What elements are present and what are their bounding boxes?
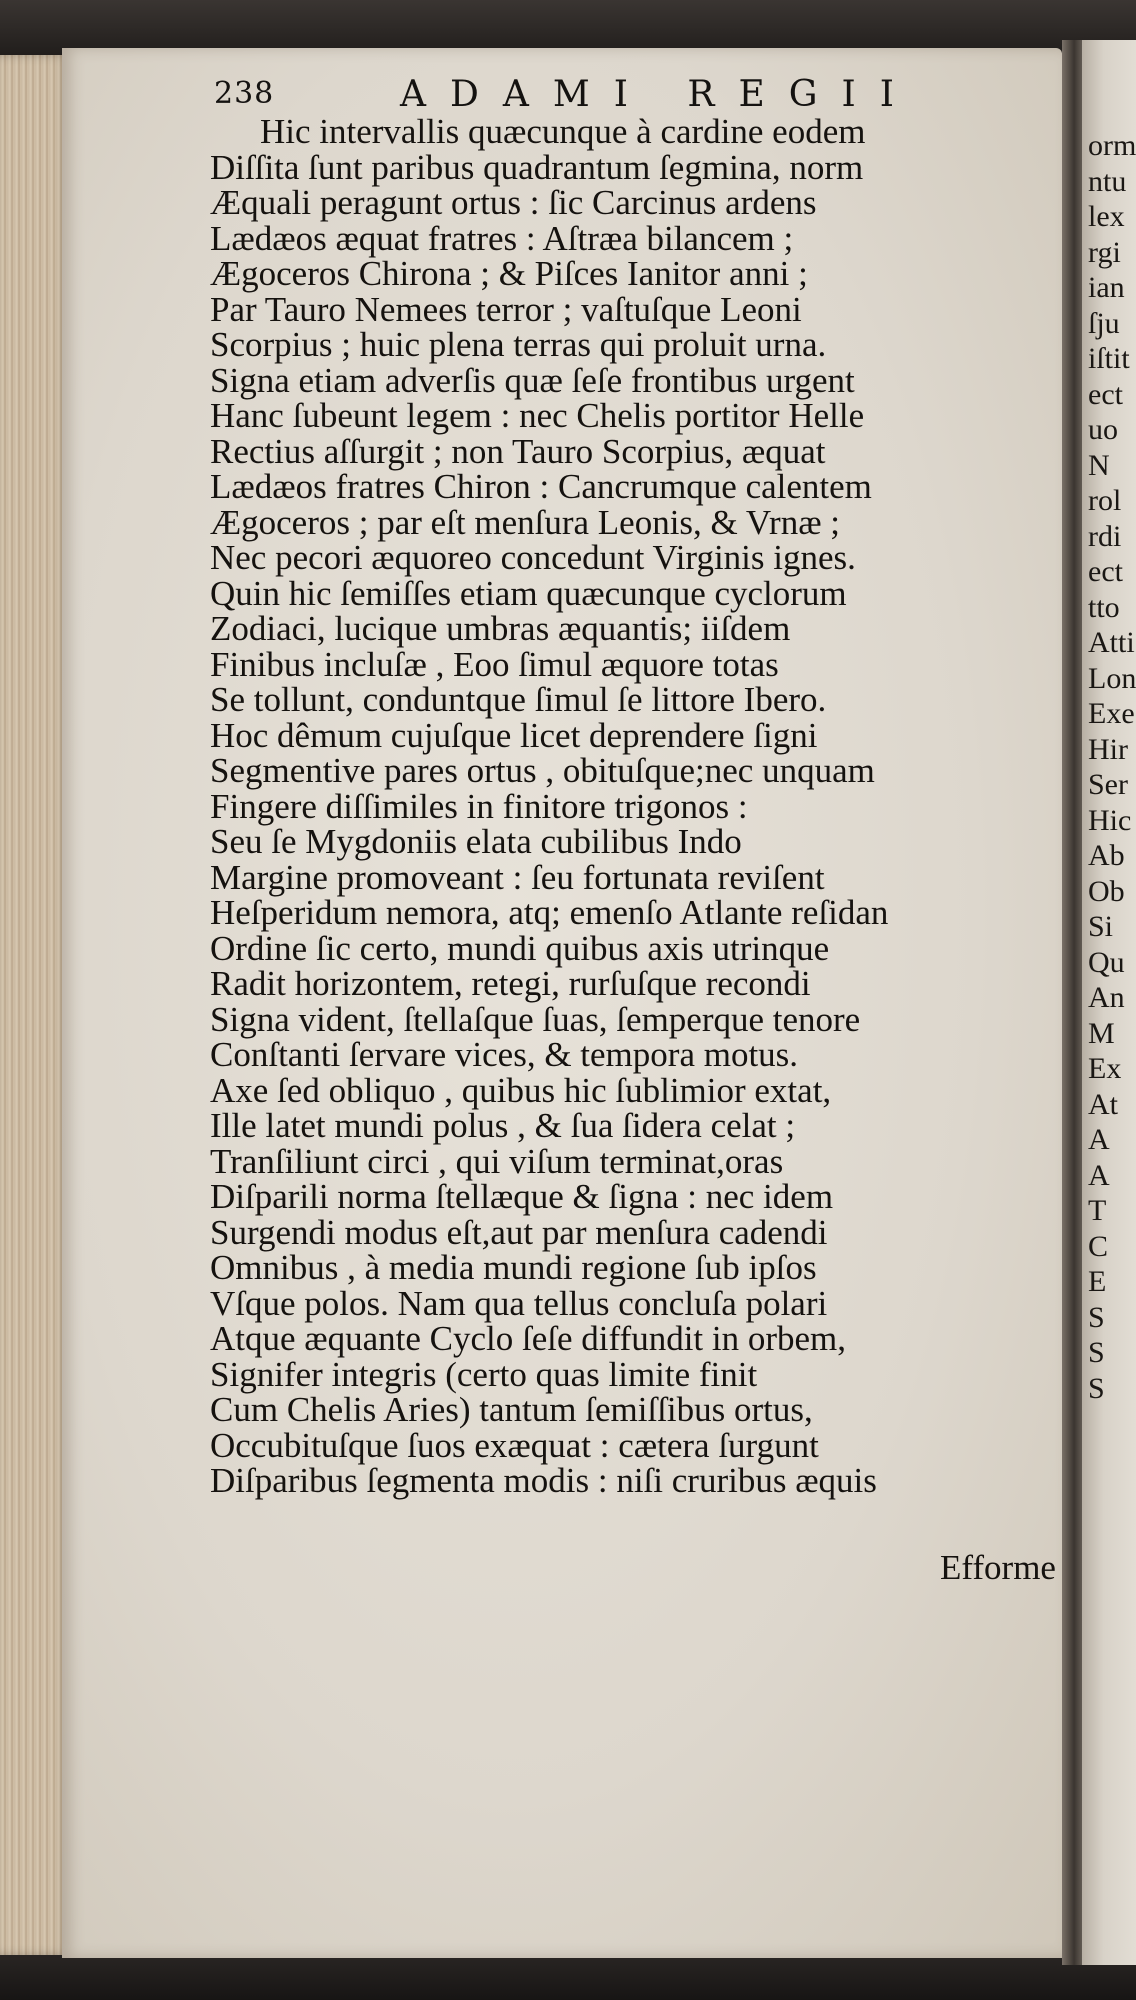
facing-page-fragment: E xyxy=(1088,1265,1107,1298)
verse-line: Diſparibus ſegmenta modis : niſi cruribus æquis xyxy=(210,1461,877,1500)
verse-line: Vſque polos. Nam qua tellus concluſa polari xyxy=(210,1283,828,1323)
facing-page-fragment: At xyxy=(1088,1087,1118,1121)
verse-line: Margine promoveant : ſeu fortunata reviſent xyxy=(210,857,825,897)
facing-page-fragment: lex xyxy=(1088,200,1125,233)
facing-page-fragment: Qu xyxy=(1088,945,1125,979)
verse-line: Signifer integris (certo quas limite finit xyxy=(210,1354,758,1394)
verse-line: Signa vident, ſtellaſque ſuas, ſemperque tenore xyxy=(210,999,861,1039)
verse-line: Omnibus , à media mundi regione ſub ipſos xyxy=(210,1248,817,1287)
verse-line: Signa etiam adverſis quæ ſeſe frontibus urgent xyxy=(210,360,855,400)
facing-page-fragment: rgi xyxy=(1088,235,1121,269)
verse-line: Nec pecori æquoreo concedunt Virginis ignes. xyxy=(210,538,856,577)
facing-page-fragment: ect xyxy=(1088,555,1123,588)
facing-page-fragment: ntu xyxy=(1088,164,1127,198)
page-edges xyxy=(0,55,70,1955)
facing-page-fragment: ian xyxy=(1088,271,1125,304)
verse-line: Occubituſque ſuos exæquat : cætera ſurgunt xyxy=(210,1425,819,1465)
verse-line: Seu ſe Mygdoniis elata cubilibus Indo xyxy=(210,822,742,861)
facing-page-fragment: T xyxy=(1088,1194,1107,1227)
facing-page-fragment: ſju xyxy=(1088,306,1120,340)
facing-page-fragment: S xyxy=(1088,1300,1105,1334)
facing-page-fragment: Lon xyxy=(1088,661,1136,695)
facing-page-fragment: tto xyxy=(1088,590,1120,624)
facing-page-fragment: rol xyxy=(1088,484,1122,517)
facing-page-fragment: C xyxy=(1088,1229,1109,1263)
facing-page-fragment: Ex xyxy=(1088,1052,1122,1085)
verse-line: Lædæos fratres Chiron : Cancrumque calentem xyxy=(210,467,872,506)
facing-page-fragment: uo xyxy=(1088,413,1118,446)
facing-page-fragment: Ser xyxy=(1088,768,1128,801)
verse-line: Ægoceros Chirona ; & Piſces Ianitor anni ; xyxy=(210,254,808,293)
verse-line: Hanc ſubeunt legem : nec Chelis portitor Helle xyxy=(210,396,865,435)
facing-page-fragment: An xyxy=(1088,981,1125,1014)
verse-line: Heſperidum nemora, atq; emenſo Atlante reſidan xyxy=(210,893,889,932)
verse-text xyxy=(210,114,1070,1499)
verse-line: Diſparili norma ſtellæque & ſigna : nec idem xyxy=(210,1177,834,1216)
verse-line: Par Tauro Nemees terror ; vaſtuſque Leoni xyxy=(210,289,802,329)
verse-line: Fingere diſſimiles in finitore trigonos : xyxy=(210,786,748,826)
verse-line: Lædæos æquat fratres : Aſtræa bilancem ; xyxy=(210,218,794,258)
verse-line: Ordine ſic certo, mundi quibus axis utrinque xyxy=(210,928,830,968)
facing-page-fragment: Atti xyxy=(1088,626,1135,659)
facing-page-fragment: ect xyxy=(1088,377,1123,411)
facing-page-fragment: Hir xyxy=(1088,732,1128,766)
verse-line: Radit horizontem, retegi, rurſuſque recondi xyxy=(210,964,811,1003)
verse-line: Tranſiliunt circi , qui viſum terminat,oras xyxy=(210,1141,784,1181)
verse-line: Ille latet mundi polus , & ſua ſidera celat ; xyxy=(210,1106,796,1145)
verse-line: Hic intervallis quæcunque à cardine eodem xyxy=(260,112,866,151)
verse-line: Segmentive pares ortus , obituſque;nec unquam xyxy=(210,751,875,790)
facing-page-fragment: iſtit xyxy=(1088,342,1130,375)
verse-line: Ægoceros ; par eſt menſura Leonis, & Vrnæ ; xyxy=(210,502,841,542)
verse-line: Cum Chelis Aries) tantum ſemiſſibus ortus, xyxy=(210,1390,813,1429)
running-title: ADAMI REGII xyxy=(400,74,918,115)
page-header xyxy=(0,74,1136,114)
catchword: Efforme xyxy=(940,1548,1056,1587)
facing-page-fragment: S xyxy=(1088,1336,1105,1369)
facing-page-fragment: Ab xyxy=(1088,839,1125,872)
facing-page-fragment: Ob xyxy=(1088,874,1125,908)
facing-page-fragment: Hic xyxy=(1088,803,1132,837)
verse-line: Scorpius ; huic plena terras qui proluit urna. xyxy=(210,325,827,364)
facing-page-fragment: N xyxy=(1088,448,1110,482)
verse-line: Æquali peragunt ortus : ſic Carcinus ardens xyxy=(210,183,817,222)
facing-page-fragment: rdi xyxy=(1088,519,1122,553)
verse-line: Diſſita ſunt paribus quadrantum ſegmina, norm xyxy=(210,147,864,187)
book-gutter xyxy=(1062,40,1084,1965)
verse-line: Conſtanti ſervare vices, & tempora motus. xyxy=(210,1035,799,1074)
verse-line: Zodiaci, lucique umbras æquantis; iiſdem xyxy=(210,609,791,648)
verse-line: Finibus incluſæ , Eoo ſimul æquore totas xyxy=(210,644,779,684)
verse-line: Quin hic ſemiſſes etiam quæcunque cyclorum xyxy=(210,573,847,613)
facing-page-fragment: orm xyxy=(1088,129,1136,162)
facing-page-fragment: A xyxy=(1088,1123,1110,1156)
verse-line: Rectius aſſurgit ; non Tauro Scorpius, æquat xyxy=(210,431,826,471)
page-number: 238 xyxy=(214,76,275,111)
facing-page-fragment: A xyxy=(1088,1158,1110,1192)
verse-line: Atque æquante Cyclo ſeſe diffundit in orbem, xyxy=(210,1319,847,1358)
verse-line: Surgendi modus eſt,aut par menſura cadendi xyxy=(210,1212,828,1252)
facing-page-text xyxy=(1088,128,1136,1406)
verse-line: Hoc dêmum cujuſque licet deprendere ſigni xyxy=(210,715,818,755)
facing-page-fragment: Exe xyxy=(1088,697,1135,730)
facing-page-fragment: M xyxy=(1088,1016,1115,1050)
verse-line: Se tollunt, conduntque ſimul ſe littore Ibero. xyxy=(210,680,827,719)
verse-line: Axe ſed obliquo , quibus hic ſublimior extat, xyxy=(210,1070,832,1110)
facing-page-fragment: Si xyxy=(1088,910,1114,943)
facing-page-fragment: S xyxy=(1088,1371,1105,1405)
